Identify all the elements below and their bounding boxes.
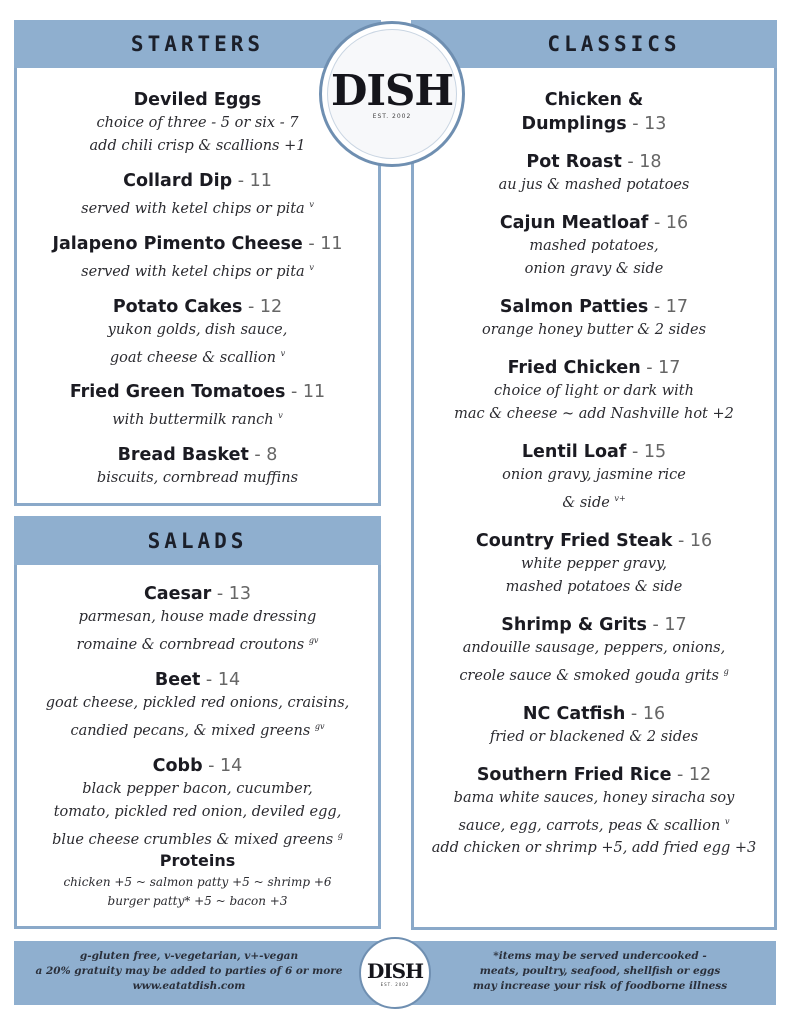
item-name: Southern Fried Rice bbox=[476, 764, 672, 785]
item-description-text: & side bbox=[562, 494, 610, 511]
item-description bbox=[20, 319, 375, 342]
item-name: Jalapeno Pimento Cheese bbox=[52, 233, 303, 254]
item-price: 12 bbox=[259, 296, 283, 317]
item-price: 12 bbox=[688, 764, 712, 785]
footer-line: a 20% gratuity may be added to parties of 6 or more bbox=[35, 965, 343, 977]
menu-item-chicken-and-dumplings bbox=[417, 88, 771, 136]
item-name: Deviled Eggs bbox=[133, 90, 262, 110]
price-separator: - bbox=[626, 442, 644, 462]
menu-item-shrimp-and-grits bbox=[417, 613, 771, 688]
item-name-row bbox=[417, 112, 771, 136]
item-name-row bbox=[417, 613, 771, 637]
proteins-title: Proteins bbox=[159, 851, 236, 870]
proteins-line: burger patty* +5 ~ bacon +3 bbox=[107, 894, 288, 908]
price-separator: - bbox=[302, 233, 321, 254]
footer-line: g-gluten free, v-vegetarian, v+-vegan bbox=[79, 950, 299, 962]
item-price: 11 bbox=[320, 233, 343, 254]
item-description-text: candied pecans, & mixed greens bbox=[70, 722, 311, 739]
item-description-text: biscuits, cornbread muffins bbox=[96, 470, 299, 487]
footer-line: meats, poultry, seafood, shellfish or eggs bbox=[479, 965, 721, 977]
item-description-text: add chili crisp & scallions +1 bbox=[89, 138, 306, 154]
item-description bbox=[417, 258, 771, 281]
item-description-text: sauce, egg, carrots, peas & scallion bbox=[458, 817, 721, 834]
item-name-row bbox=[20, 232, 375, 256]
salads-title: SALADS bbox=[147, 528, 248, 553]
item-name-row bbox=[20, 668, 375, 692]
item-description bbox=[20, 629, 375, 657]
item-name: Chicken & bbox=[544, 90, 644, 110]
item-price: 17 bbox=[664, 614, 687, 635]
item-price: 14 bbox=[220, 755, 243, 776]
item-name-row bbox=[417, 295, 771, 319]
menu-item-fried-green-tomatoes bbox=[20, 380, 375, 432]
price-separator: - bbox=[646, 614, 665, 635]
footer-link[interactable]: www.eatatdish.com bbox=[132, 980, 246, 992]
price-separator: - bbox=[232, 171, 250, 191]
item-name: Shrimp & Grits bbox=[501, 614, 647, 635]
item-description bbox=[417, 487, 771, 515]
menu-item-country-fried-steak bbox=[417, 529, 771, 599]
item-name: Fried Chicken bbox=[507, 358, 641, 378]
item-name: Dumplings bbox=[521, 114, 627, 134]
salads-list bbox=[20, 582, 375, 862]
price-separator: - bbox=[285, 382, 303, 403]
item-description bbox=[417, 726, 771, 749]
price-separator: - bbox=[626, 114, 645, 134]
menu-item-cajun-meatloaf bbox=[417, 211, 771, 281]
dietary-mark: v bbox=[280, 348, 286, 358]
menu-item-bread-basket bbox=[20, 443, 375, 490]
item-name-row bbox=[20, 295, 375, 319]
classics-title: CLASSICS bbox=[547, 32, 681, 56]
item-description bbox=[417, 637, 771, 660]
item-description-text: mac & cheese ~ add Nashville hot +2 bbox=[454, 406, 734, 422]
item-description bbox=[20, 342, 375, 370]
item-description-text: choice of light or dark with bbox=[494, 383, 694, 399]
item-description-text: choice of three - 5 or six - 7 bbox=[96, 115, 299, 131]
item-name: Lentil Loaf bbox=[521, 442, 627, 462]
dietary-mark: v+ bbox=[614, 494, 626, 503]
item-description-text: served with ketel chips or pita bbox=[81, 200, 305, 217]
item-description bbox=[20, 692, 375, 715]
price-separator: - bbox=[200, 669, 218, 690]
item-name-row bbox=[417, 356, 771, 380]
menu-item-cobb bbox=[20, 754, 375, 852]
price-separator: - bbox=[648, 213, 666, 233]
item-name-row bbox=[417, 440, 771, 464]
proteins-section bbox=[20, 849, 375, 911]
item-name-row bbox=[20, 582, 375, 606]
item-description-text: mashed potatoes, bbox=[529, 238, 659, 254]
item-description-text: tomato, pickled red onion, deviled egg, bbox=[53, 803, 342, 820]
item-description-text: with buttermilk ranch bbox=[112, 412, 274, 429]
item-name: Potato Cakes bbox=[112, 296, 243, 317]
item-description bbox=[417, 380, 771, 403]
item-description bbox=[20, 824, 375, 852]
dish-logo bbox=[319, 21, 465, 167]
item-description-text: onion gravy & side bbox=[524, 261, 664, 277]
salads-header bbox=[14, 516, 381, 565]
menu-item-salmon-patties bbox=[417, 295, 771, 342]
price-separator: - bbox=[625, 703, 643, 724]
item-description-text: romaine & cornbread croutons bbox=[76, 636, 305, 653]
item-name-row bbox=[417, 88, 771, 112]
item-name-row bbox=[417, 702, 771, 726]
footer-line: may increase your risk of foodborne illness bbox=[472, 980, 728, 992]
item-price: 11 bbox=[302, 382, 326, 403]
item-description bbox=[20, 801, 375, 824]
dish-logo-small bbox=[359, 937, 431, 1009]
item-description-text: black pepper bacon, cucumber, bbox=[82, 780, 313, 797]
item-description-text: creole sauce & smoked gouda grits bbox=[459, 667, 719, 684]
item-name: NC Catfish bbox=[522, 703, 626, 724]
logo-est-small: EST. 2002 bbox=[380, 981, 410, 987]
menu-item-potato-cakes bbox=[20, 295, 375, 370]
dietary-mark: v bbox=[278, 411, 283, 421]
item-name-row bbox=[417, 211, 771, 235]
item-description-text: fried or blackened & 2 sides bbox=[489, 728, 699, 745]
item-price: 18 bbox=[639, 152, 662, 172]
item-name-row bbox=[20, 443, 375, 467]
item-price: 11 bbox=[249, 171, 272, 191]
item-description bbox=[417, 837, 771, 860]
item-description bbox=[20, 778, 375, 801]
item-price: 15 bbox=[643, 442, 667, 462]
item-description bbox=[417, 576, 771, 599]
menu-item-pot-roast bbox=[417, 150, 771, 197]
proteins-line: chicken +5 ~ salmon patty +5 ~ shrimp +6 bbox=[63, 875, 332, 889]
menu-item-beet bbox=[20, 668, 375, 743]
dietary-mark: v bbox=[724, 816, 730, 826]
item-description-text: orange honey butter & 2 sides bbox=[481, 322, 707, 338]
item-name-row bbox=[20, 754, 375, 778]
item-name-row bbox=[20, 169, 375, 193]
item-description-text: served with ketel chips or pita bbox=[81, 263, 305, 280]
footer-line: *items may be served undercooked - bbox=[493, 950, 707, 962]
item-description-text: onion gravy, jasmine rice bbox=[502, 467, 686, 483]
item-description bbox=[417, 810, 771, 838]
price-separator: - bbox=[671, 764, 689, 785]
menu-item-fried-chicken bbox=[417, 356, 771, 426]
item-name: Pot Roast bbox=[526, 152, 622, 172]
item-description-text: goat cheese, pickled red onions, craisins, bbox=[45, 694, 350, 711]
price-separator: - bbox=[202, 755, 221, 776]
item-name-row bbox=[417, 150, 771, 174]
item-price: 8 bbox=[266, 445, 278, 466]
item-description-text: bama white sauces, honey siracha soy bbox=[453, 789, 735, 806]
item-price: 16 bbox=[689, 530, 713, 551]
item-price: 14 bbox=[217, 669, 241, 690]
item-description-text: white pepper gravy, bbox=[521, 555, 667, 572]
price-separator: - bbox=[248, 445, 267, 466]
item-description bbox=[417, 553, 771, 576]
item-name-row bbox=[417, 763, 771, 787]
menu-item-jalapeno-pimento-cheese bbox=[20, 232, 375, 284]
footer-right bbox=[440, 949, 760, 994]
item-name: Beet bbox=[154, 669, 201, 690]
item-description bbox=[417, 403, 771, 426]
starters-list bbox=[20, 88, 375, 501]
starters-title: STARTERS bbox=[130, 32, 265, 56]
menu-item-southern-fried-rice bbox=[417, 763, 771, 861]
dietary-mark: v bbox=[309, 262, 314, 272]
item-description-text: blue cheese crumbles & mixed greens bbox=[52, 831, 334, 848]
item-price: 17 bbox=[665, 297, 689, 317]
item-description bbox=[20, 404, 375, 432]
item-price: 13 bbox=[644, 114, 667, 134]
footer-left bbox=[24, 949, 354, 994]
price-separator: - bbox=[621, 152, 640, 172]
item-description-text: andouille sausage, peppers, onions, bbox=[462, 639, 726, 656]
dietary-mark: gv bbox=[308, 636, 319, 645]
item-name: Cobb bbox=[152, 755, 203, 776]
item-price: 16 bbox=[642, 703, 666, 724]
item-name: Cajun Meatloaf bbox=[499, 213, 649, 233]
item-description bbox=[20, 135, 375, 158]
item-description bbox=[417, 174, 771, 197]
logo-est: EST. 2002 bbox=[372, 112, 412, 120]
logo-wordmark: DISH bbox=[330, 65, 454, 115]
item-description-text: parmesan, house made dressing bbox=[78, 609, 317, 625]
item-name: Country Fried Steak bbox=[475, 530, 673, 551]
item-description-text: yukon golds, dish sauce, bbox=[107, 321, 288, 338]
dietary-mark: gv bbox=[314, 721, 325, 731]
item-description bbox=[417, 319, 771, 342]
item-name: Fried Green Tomatoes bbox=[69, 382, 286, 403]
item-description-text: add chicken or shrimp +5, add fried egg +3 bbox=[431, 840, 757, 857]
item-description bbox=[20, 606, 375, 629]
price-separator: - bbox=[211, 584, 229, 604]
item-description bbox=[20, 256, 375, 284]
menu-item-collard-dip bbox=[20, 169, 375, 221]
item-description-text: mashed potatoes & side bbox=[505, 578, 683, 595]
classics-list bbox=[417, 88, 771, 874]
dietary-mark: g bbox=[337, 830, 343, 840]
item-name-row bbox=[417, 529, 771, 553]
logo-wordmark-small: DISH bbox=[366, 958, 424, 983]
price-separator: - bbox=[672, 530, 690, 551]
item-name-row bbox=[20, 380, 375, 404]
dietary-mark: g bbox=[723, 666, 729, 676]
item-description bbox=[20, 193, 375, 221]
item-description bbox=[417, 464, 771, 487]
item-name: Bread Basket bbox=[117, 445, 249, 466]
item-name: Collard Dip bbox=[123, 171, 233, 191]
item-description bbox=[20, 467, 375, 490]
classics-header bbox=[411, 20, 777, 68]
item-description-text: au jus & mashed potatoes bbox=[498, 177, 690, 193]
item-description-text: goat cheese & scallion bbox=[109, 349, 276, 366]
item-price: 16 bbox=[665, 213, 689, 233]
item-description bbox=[417, 787, 771, 810]
item-description bbox=[20, 715, 375, 743]
item-price: 13 bbox=[228, 584, 252, 604]
menu-item-lentil-loaf bbox=[417, 440, 771, 515]
price-separator: - bbox=[640, 358, 659, 378]
item-description bbox=[417, 660, 771, 688]
price-separator: - bbox=[242, 296, 260, 317]
dietary-mark: v bbox=[309, 200, 314, 209]
item-name: Caesar bbox=[143, 584, 212, 604]
menu-item-caesar bbox=[20, 582, 375, 657]
item-description bbox=[417, 235, 771, 258]
price-separator: - bbox=[648, 297, 666, 317]
menu-item-nc-catfish bbox=[417, 702, 771, 749]
item-price: 17 bbox=[658, 358, 681, 378]
item-name: Salmon Patties bbox=[499, 297, 649, 317]
